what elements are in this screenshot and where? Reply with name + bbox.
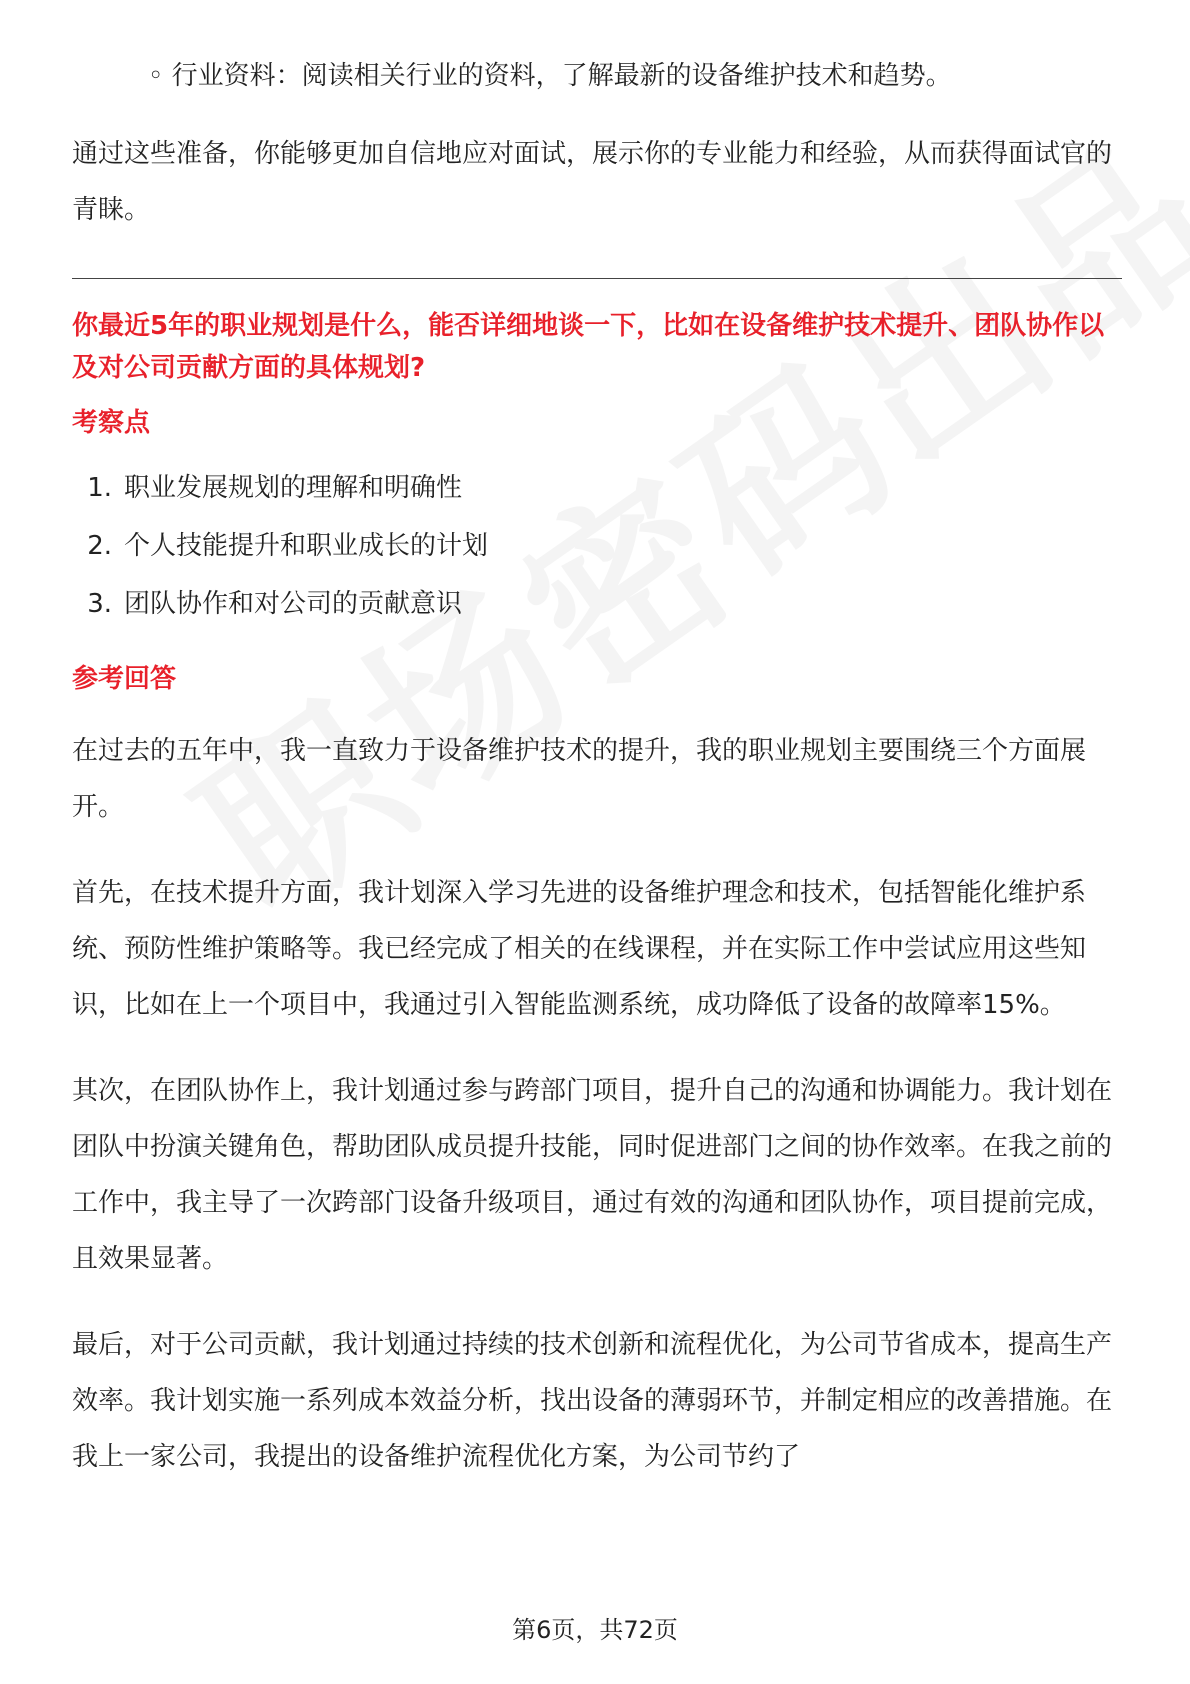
assessment-points-list	[72, 459, 1122, 633]
list-item: 1. 职业发展规划的理解和明确性	[87, 473, 463, 503]
page-content	[72, 56, 1122, 1485]
list-item: 3. 团队协作和对公司的贡献意识	[87, 589, 463, 619]
answer-paragraph: 在过去的五年中，我一直致力于设备维护技术的提升，我的职业规划主要围绕三个方面展开。	[72, 736, 1087, 822]
page-number: 第6页，共72页	[512, 1616, 678, 1644]
answer-heading: 参考回答	[72, 664, 177, 694]
answer-paragraph: 其次，在团队协作上，我计划通过参与跨部门项目，提升自己的沟通和协调能力。我计划在团队中扮演关键角色，帮助团队成员提升技能，同时促进部门之间的协作效率。在我之前的工作中，我主导了一次跨部门设备升级项目，通过有效的沟通和团队协作，项目提前完成，且效果显著。	[72, 1076, 1113, 1274]
list-item	[148, 56, 1122, 96]
interview-question: 你最近5年的职业规划是什么，能否详细地谈一下，比如在设备维护技术提升、团队协作以及对公司贡献方面的具体规划?	[72, 311, 1105, 383]
answer-paragraph: 最后，对于公司贡献，我计划通过持续的技术创新和流程优化，为公司节省成本，提高生产效率。我计划实施一系列成本效益分析，找出设备的薄弱环节，并制定相应的改善措施。在我上一家公司，我提出的设备维护流程优化方案，为公司节约了	[72, 1330, 1113, 1472]
bullet-marker: ◦	[148, 61, 164, 91]
answer-paragraph: 首先，在技术提升方面，我计划深入学习先进的设备维护理念和技术，包括智能化维护系统、预防性维护策略等。我已经完成了相关的在线课程，并在实际工作中尝试应用这些知识，比如在上一个项目中，我通过引入智能监测系统，成功降低了设备的故障率15%。	[72, 878, 1087, 1020]
list-item: 2. 个人技能提升和职业成长的计划	[87, 531, 489, 561]
assessment-heading: 考察点	[72, 408, 151, 438]
bullet-text: 行业资料：阅读相关行业的资料，了解最新的设备维护技术和趋势。	[171, 61, 952, 91]
conclusion-paragraph: 通过这些准备，你能够更加自信地应对面试，展示你的专业能力和经验，从而获得面试官的青睐。	[72, 139, 1113, 225]
